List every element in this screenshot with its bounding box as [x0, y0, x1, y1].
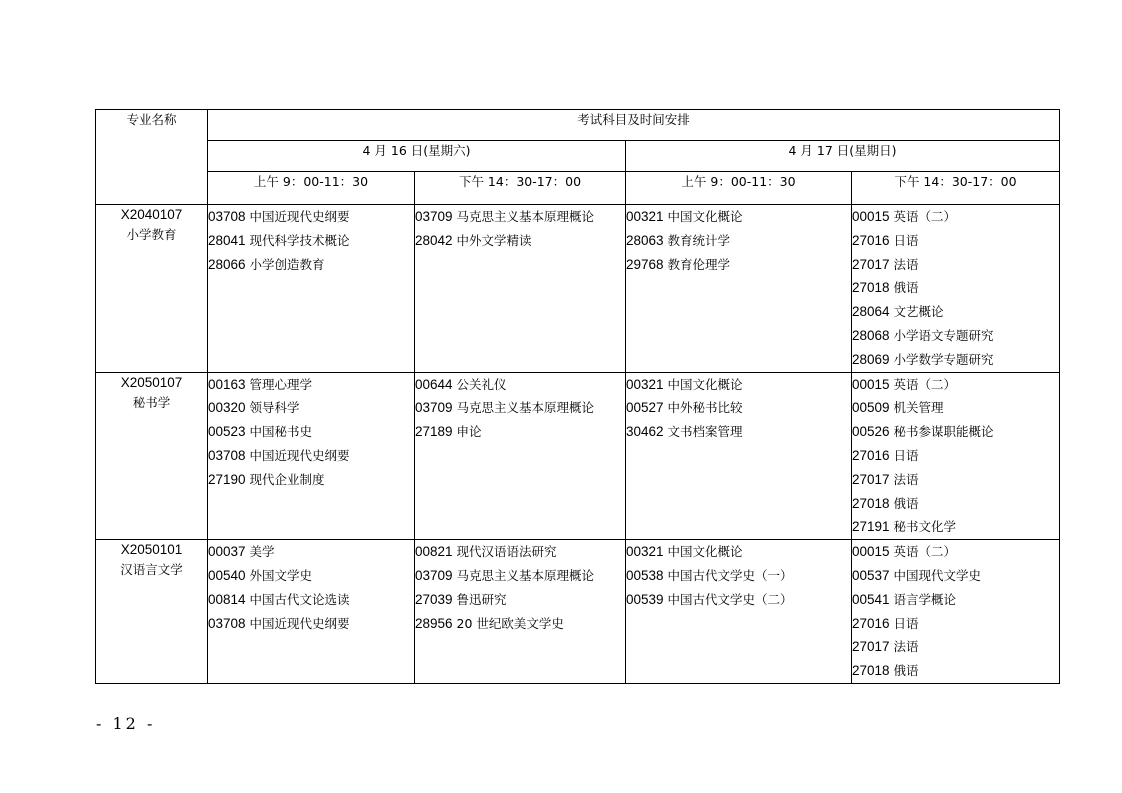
course-code: 28956 — [415, 615, 453, 631]
course-name: 领导科学 — [249, 400, 300, 416]
course-item — [208, 564, 414, 588]
course-name: 现代科学技术概论 — [249, 232, 350, 248]
major-name: 汉语言文学 — [120, 562, 183, 578]
course-item — [852, 635, 1059, 659]
course-code: 00015 — [852, 376, 890, 392]
course-code: 28066 — [208, 256, 246, 272]
course-item — [852, 540, 1059, 564]
course-name: 文书档案管理 — [667, 424, 743, 440]
course-code: 00321 — [626, 544, 664, 560]
session-cell — [208, 205, 415, 373]
course-code: 00321 — [626, 209, 664, 224]
course-item — [852, 229, 1059, 253]
course-name: 日语 — [893, 615, 919, 631]
course-code: 00821 — [415, 544, 453, 560]
course-item — [852, 659, 1059, 683]
course-code: 00015 — [852, 209, 890, 224]
course-item — [415, 229, 625, 253]
course-item — [415, 564, 625, 588]
course-name: 法语 — [893, 639, 919, 655]
course-code: 28041 — [208, 232, 246, 248]
major-row — [96, 205, 1060, 373]
major-cell — [96, 540, 208, 684]
course-code: 00540 — [208, 567, 246, 583]
course-item — [852, 373, 1059, 397]
course-code: 27018 — [852, 663, 890, 679]
course-code: 27016 — [852, 615, 890, 631]
exam-schedule-table — [95, 109, 1060, 684]
header-row-sessions — [96, 172, 1060, 205]
course-code: 00015 — [852, 544, 890, 560]
course-name: 中外文学精读 — [456, 232, 532, 248]
course-item — [208, 540, 414, 564]
course-code: 03709 — [415, 209, 453, 224]
schedule-title: 考试科目及时间安排 — [208, 110, 1060, 141]
session-cell — [415, 540, 626, 684]
course-code: 27017 — [852, 471, 890, 487]
course-code: 27191 — [852, 519, 890, 535]
course-code: 03709 — [415, 400, 453, 416]
course-name: 现代企业制度 — [249, 471, 325, 487]
major-row — [96, 540, 1060, 684]
session-cell — [208, 372, 415, 540]
course-name: 中国近现代史纲要 — [249, 615, 350, 631]
course-name: 马克思主义基本原理概论 — [456, 567, 595, 583]
course-code: 29768 — [626, 256, 664, 272]
course-name: 英语（二） — [893, 544, 957, 560]
course-item — [626, 540, 851, 564]
course-name: 中国秘书史 — [249, 424, 313, 440]
major-code: X2040107 — [120, 207, 183, 222]
course-item — [626, 205, 851, 229]
session-header: 上午 9：00-11：30 — [626, 172, 852, 205]
course-item — [852, 444, 1059, 468]
course-code: 27017 — [852, 256, 890, 272]
course-name: 俄语 — [893, 663, 919, 679]
session-cell — [852, 205, 1060, 373]
course-code: 28042 — [415, 232, 453, 248]
course-code: 03708 — [208, 615, 246, 631]
course-code: 00509 — [852, 400, 890, 416]
course-item — [415, 373, 625, 397]
course-item — [208, 420, 414, 444]
course-name: 小学创造教育 — [249, 256, 325, 272]
header-row-title — [96, 110, 1060, 141]
course-name: 小学语文专题研究 — [893, 327, 994, 343]
course-item — [208, 373, 414, 397]
session-cell — [852, 540, 1060, 684]
major-code: X2050107 — [120, 374, 183, 390]
course-name: 英语（二） — [893, 376, 957, 392]
session-header: 下午 14：30-17：00 — [415, 172, 626, 205]
course-code: 00321 — [626, 376, 664, 392]
course-name: 日语 — [893, 447, 919, 463]
course-name: 小学数学专题研究 — [893, 351, 994, 367]
course-name: 马克思主义基本原理概论 — [456, 209, 595, 224]
course-item — [852, 276, 1059, 300]
course-item — [852, 205, 1059, 229]
header-row-days — [96, 141, 1060, 172]
course-code: 28064 — [852, 304, 890, 320]
course-code: 00526 — [852, 424, 890, 440]
course-code: 00644 — [415, 376, 453, 392]
course-item — [415, 396, 625, 420]
course-name: 马克思主义基本原理概论 — [456, 400, 595, 416]
session-header: 上午 9：00-11：30 — [208, 172, 415, 205]
course-name: 鲁迅研究 — [456, 591, 507, 607]
course-code: 27016 — [852, 232, 890, 248]
course-name: 20 世纪欧美文学史 — [456, 615, 564, 631]
course-code: 00527 — [626, 400, 664, 416]
course-name: 中外秘书比较 — [667, 400, 743, 416]
course-code: 00163 — [208, 376, 246, 392]
course-code: 03709 — [415, 567, 453, 583]
course-name: 法语 — [893, 471, 919, 487]
course-item — [852, 253, 1059, 277]
course-name: 中国现代文学史 — [893, 567, 982, 583]
major-column-header: 专业名称 — [96, 110, 208, 205]
course-name: 现代汉语语法研究 — [456, 544, 557, 560]
course-item — [852, 420, 1059, 444]
course-item — [415, 612, 625, 636]
course-name: 中国古代文学史（一） — [667, 567, 793, 583]
course-item — [626, 588, 851, 612]
course-item — [852, 396, 1059, 420]
course-code: 00538 — [626, 567, 664, 583]
course-item — [626, 564, 851, 588]
course-item — [852, 564, 1059, 588]
course-item — [852, 324, 1059, 348]
course-item — [208, 612, 414, 636]
course-item — [415, 588, 625, 612]
course-name: 英语（二） — [893, 209, 957, 224]
course-name: 外国文学史 — [249, 567, 313, 583]
course-item — [415, 540, 625, 564]
course-item — [852, 515, 1059, 539]
course-name: 文艺概论 — [893, 304, 944, 320]
course-code: 30462 — [626, 424, 664, 440]
course-code: 27017 — [852, 639, 890, 655]
course-item — [415, 205, 625, 229]
day-header-2: 4 月 17 日(星期日) — [626, 141, 1060, 172]
course-code: 00539 — [626, 591, 664, 607]
course-code: 28063 — [626, 232, 664, 248]
course-code: 27018 — [852, 495, 890, 511]
course-name: 教育伦理学 — [667, 256, 731, 272]
course-item — [626, 373, 851, 397]
course-item — [208, 396, 414, 420]
session-cell — [626, 205, 852, 373]
course-name: 机关管理 — [893, 400, 944, 416]
course-item — [208, 444, 414, 468]
course-name: 美学 — [249, 544, 275, 560]
course-name: 中国文化概论 — [667, 376, 743, 392]
course-name: 中国文化概论 — [667, 209, 743, 224]
course-code: 00037 — [208, 544, 246, 560]
course-code: 00541 — [852, 591, 890, 607]
course-item — [626, 253, 851, 277]
course-name: 俄语 — [893, 280, 919, 296]
course-name: 公关礼仪 — [456, 376, 507, 392]
course-name: 秘书参谋职能概论 — [893, 424, 994, 440]
session-cell — [852, 372, 1060, 540]
major-code: X2050101 — [120, 542, 183, 558]
course-item — [852, 588, 1059, 612]
course-item — [208, 253, 414, 277]
course-code: 00320 — [208, 400, 246, 416]
course-name: 俄语 — [893, 495, 919, 511]
day-header-1: 4 月 16 日(星期六) — [208, 141, 626, 172]
course-name: 日语 — [893, 232, 919, 248]
course-code: 00537 — [852, 567, 890, 583]
course-name: 秘书文化学 — [893, 519, 957, 535]
major-row — [96, 372, 1060, 540]
session-cell — [626, 540, 852, 684]
page-number: - 12 - — [96, 714, 156, 733]
course-code: 03708 — [208, 447, 246, 463]
course-code: 00523 — [208, 424, 246, 440]
course-code: 27018 — [852, 280, 890, 296]
course-item — [626, 396, 851, 420]
major-cell — [96, 372, 208, 540]
course-name: 中国古代文学史（二） — [667, 591, 793, 607]
course-name: 中国近现代史纲要 — [249, 209, 350, 224]
course-code: 03708 — [208, 209, 246, 224]
session-header: 下午 14：30-17：00 — [852, 172, 1060, 205]
course-code: 27189 — [415, 424, 453, 440]
major-cell — [96, 205, 208, 373]
course-item — [208, 588, 414, 612]
course-item — [626, 420, 851, 444]
course-item — [208, 205, 414, 229]
major-name: 秘书学 — [132, 394, 171, 410]
course-item — [852, 468, 1059, 492]
course-code: 28068 — [852, 327, 890, 343]
course-item — [208, 468, 414, 492]
course-item — [852, 348, 1059, 372]
course-name: 中国近现代史纲要 — [249, 447, 350, 463]
major-name: 小学教育 — [126, 227, 177, 242]
course-item — [208, 229, 414, 253]
course-item — [852, 612, 1059, 636]
course-name: 中国古代文论选读 — [249, 591, 350, 607]
course-code: 27190 — [208, 471, 246, 487]
course-name: 教育统计学 — [667, 232, 731, 248]
course-item — [626, 229, 851, 253]
course-name: 管理心理学 — [249, 376, 313, 392]
course-code: 27016 — [852, 447, 890, 463]
session-cell — [415, 205, 626, 373]
course-name: 中国文化概论 — [667, 544, 743, 560]
course-code: 28069 — [852, 351, 890, 367]
course-item — [852, 300, 1059, 324]
course-code: 00814 — [208, 591, 246, 607]
course-name: 语言学概论 — [893, 591, 957, 607]
course-item — [852, 492, 1059, 516]
table-body — [96, 110, 1060, 684]
course-name: 申论 — [456, 424, 482, 440]
session-cell — [626, 372, 852, 540]
course-name: 法语 — [893, 256, 919, 272]
course-item — [415, 420, 625, 444]
course-code: 27039 — [415, 591, 453, 607]
session-cell — [415, 372, 626, 540]
session-cell — [208, 540, 415, 684]
